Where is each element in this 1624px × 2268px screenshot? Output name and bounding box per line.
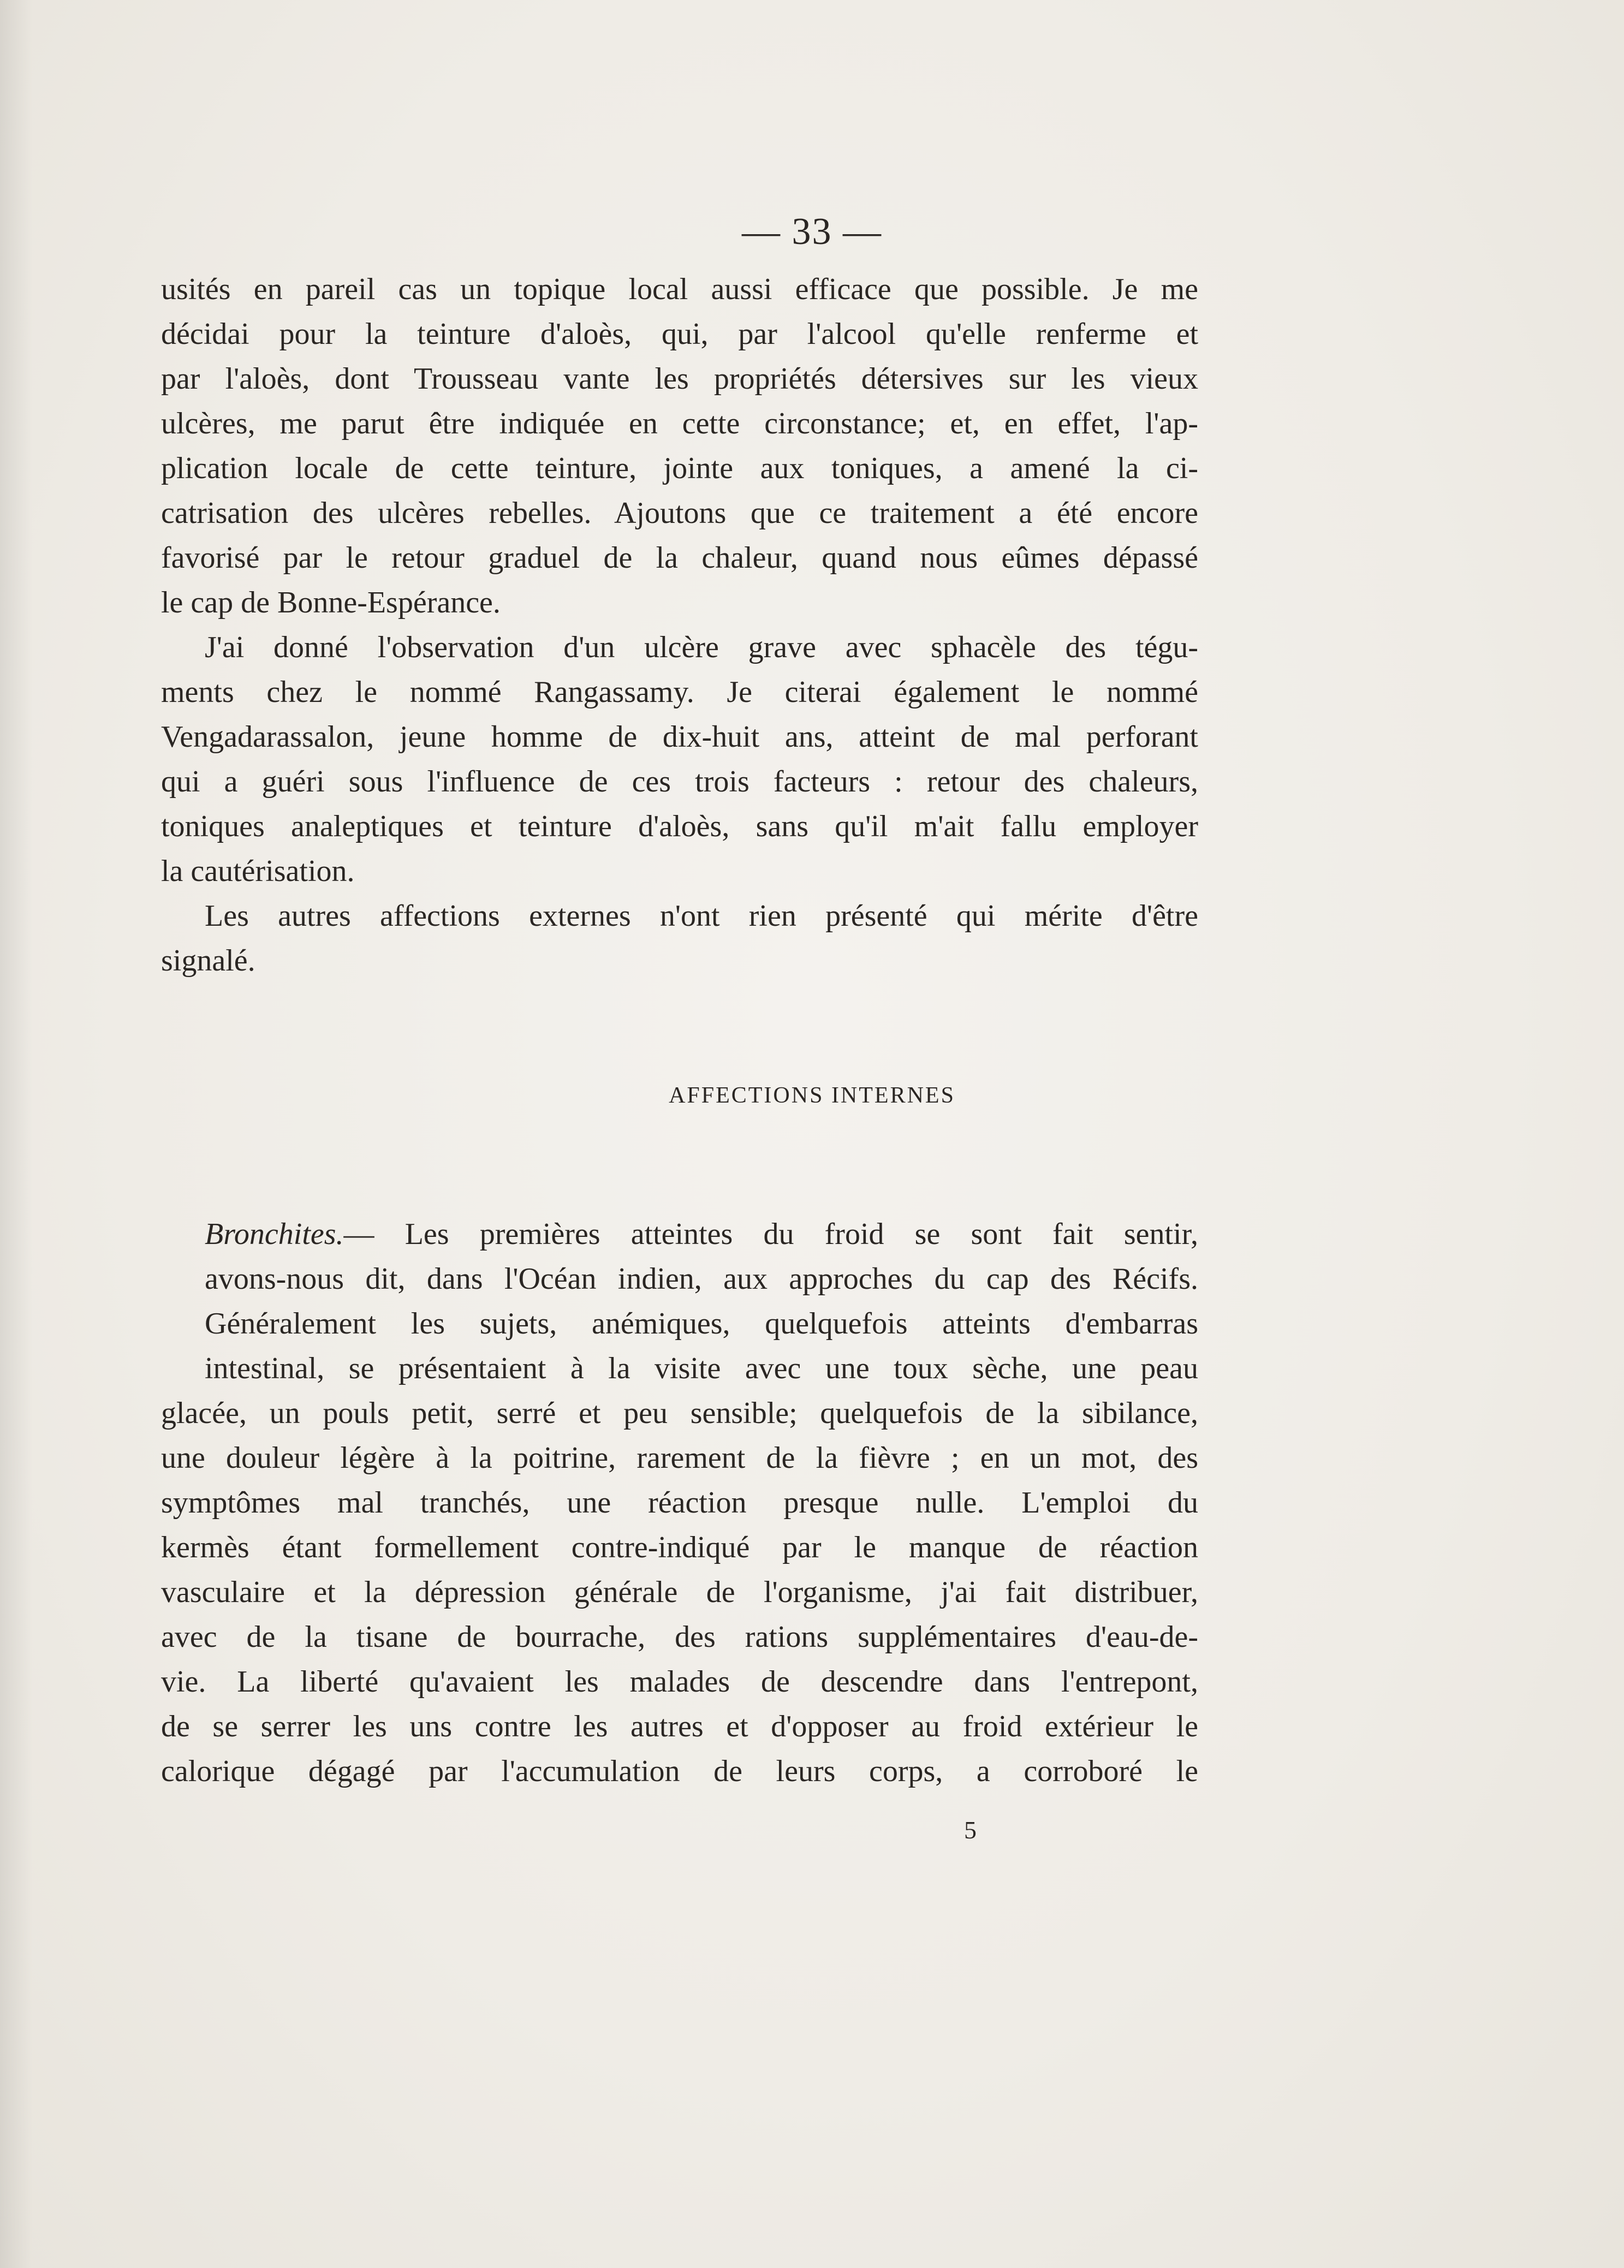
bottom-text-block [161, 1212, 1198, 1794]
text-line: signalé. [161, 944, 255, 978]
text-line: vie. La liberté qu'avaient les malades de descendre dans l'entrepont, [161, 1665, 1198, 1699]
section-heading: AFFECTIONS INTERNES [669, 1083, 955, 1108]
text-line: symptômes mal tranchés, une réaction presque nulle. L'emploi du [161, 1486, 1198, 1520]
text-line: décidai pour la teinture d'aloès, qui, par l'alcool qu'elle renferme et [161, 317, 1198, 351]
text-line: qui a guéri sous l'influence de ces trois facteurs : retour des chaleurs, [161, 765, 1198, 799]
text-line: intestinal, se présentaient à la visite avec une toux sèche, une peau [205, 1352, 1198, 1385]
text-line: une douleur légère à la poitrine, rarement de la fièvre ; en un mot, des [161, 1441, 1198, 1475]
text-line: kermès étant formellement contre-indiqué par le manque de réaction [161, 1531, 1198, 1564]
text-line: toniques analeptiques et teinture d'aloès, sans qu'il m'ait fallu employer [161, 809, 1198, 843]
text-line: plication locale de cette teinture, jointe aux toniques, a amené la ci- [161, 451, 1198, 485]
text-line: par l'aloès, dont Trousseau vante les propriétés détersives sur les vieux [161, 362, 1198, 396]
text-line: calorique dégagé par l'accumulation de leurs corps, a corroboré le [161, 1754, 1198, 1788]
text-line: usités en pareil cas un topique local aussi efficace que possible. Je me [161, 272, 1198, 306]
text-line: de se serrer les uns contre les autres et d'opposer au froid extérieur le [161, 1710, 1198, 1743]
text-line: Les autres affections externes n'ont rien présenté qui mérite d'être [205, 899, 1198, 933]
text-line: Généralement les sujets, anémiques, quelquefois atteints d'embarras [205, 1307, 1198, 1341]
page-fold-shadow [0, 0, 33, 2268]
text-line: avec de la tisane de bourrache, des rations supplémentaires d'eau-de- [161, 1620, 1198, 1654]
signature-mark: 5 [964, 1816, 977, 1844]
top-text-block [161, 267, 1198, 983]
text-line: favorisé par le retour graduel de la chaleur, quand nous eûmes dépassé [161, 541, 1198, 575]
text-line-rest: — Les premières atteintes du froid se sont fait sentir, [343, 1217, 1198, 1251]
text-line: glacée, un pouls petit, serré et peu sensible; quelquefois de la sibilance, [161, 1396, 1198, 1430]
text-line: avons-nous dit, dans l'Océan indien, aux approches du cap des Récifs. [205, 1262, 1198, 1296]
text-line: J'ai donné l'observation d'un ulcère grave avec sphacèle des tégu- [205, 630, 1198, 664]
text-line: Vengadarassalon, jeune homme de dix-huit ans, atteint de mal perforant [161, 720, 1198, 754]
text-line [161, 1212, 1198, 1257]
text-line: catrisation des ulcères rebelles. Ajoutons que ce traitement a été encore [161, 496, 1198, 530]
text-line: ments chez le nommé Rangassamy. Je citerai également le nommé [161, 675, 1198, 709]
bronchites-label: Bronchites. [205, 1217, 344, 1251]
text-line: vasculaire et la dépression générale de l'organisme, j'ai fait distribuer, [161, 1575, 1198, 1609]
text-line: ulcères, me parut être indiquée en cette circonstance; et, en effet, l'ap- [161, 407, 1198, 440]
page-number: — 33 — [742, 211, 882, 253]
text-line: la cautérisation. [161, 854, 355, 888]
text-line: le cap de Bonne-Espérance. [161, 586, 501, 620]
